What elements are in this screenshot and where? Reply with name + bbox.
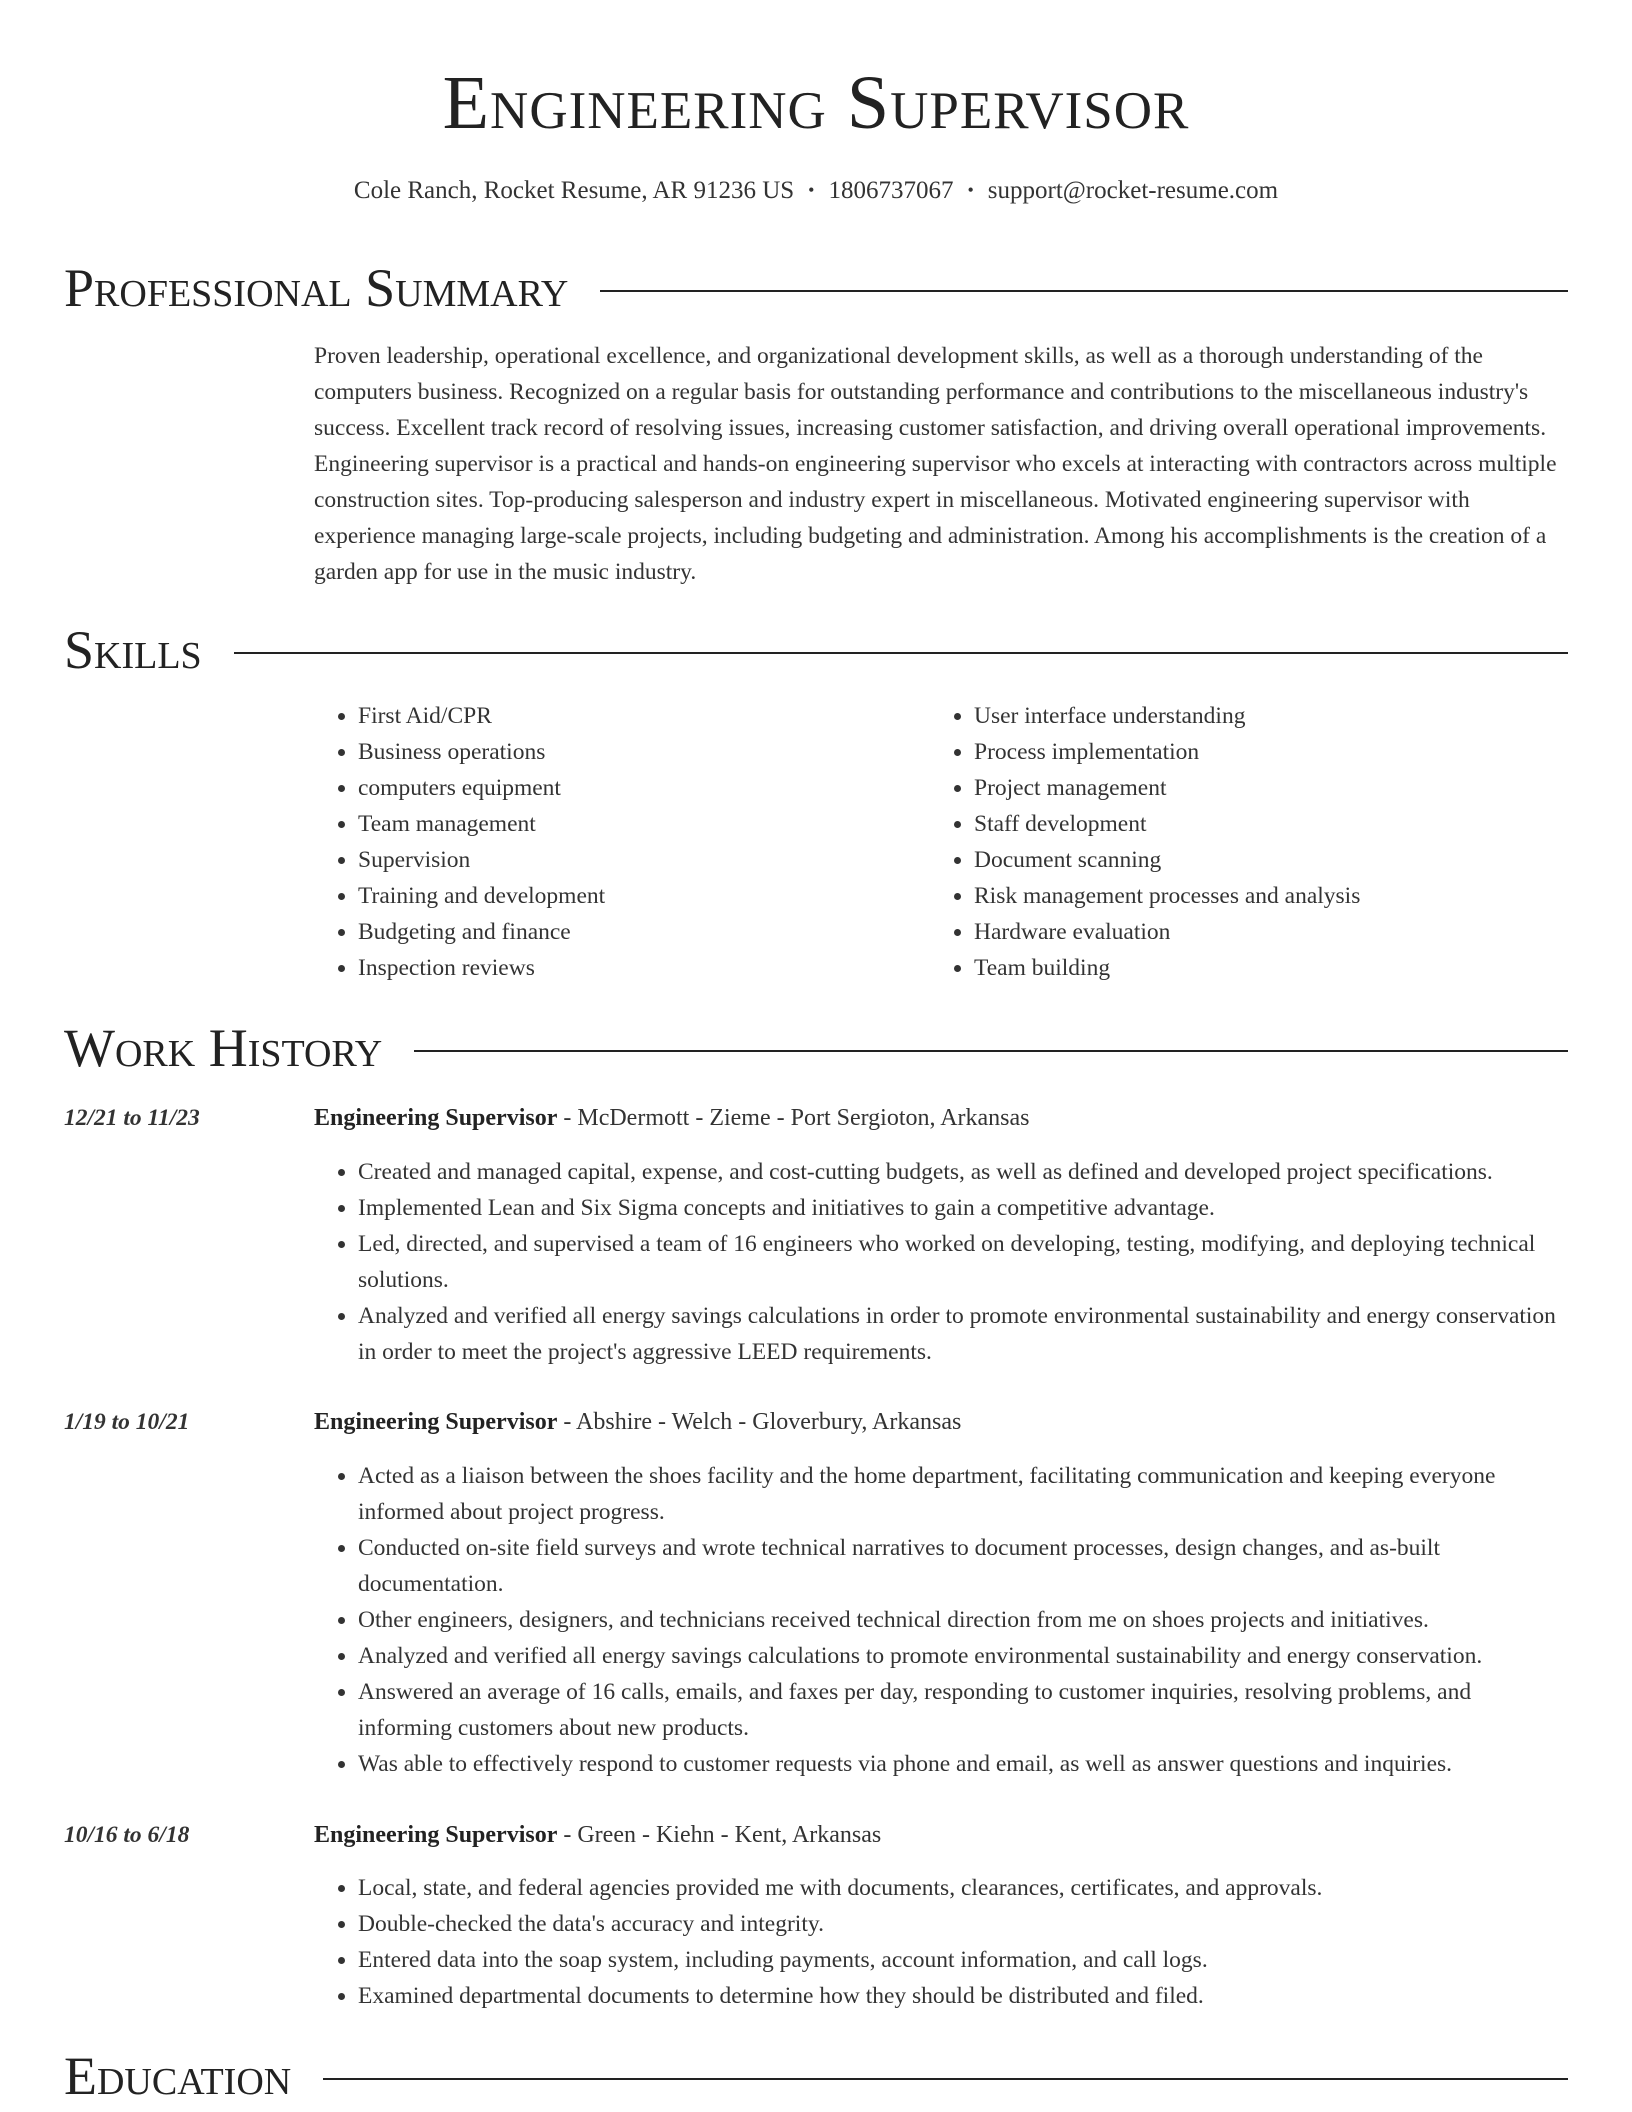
- skills-section-header: [64, 618, 1568, 682]
- summary-section-title: Professional Summary: [64, 258, 569, 318]
- skills-list: [314, 698, 1570, 986]
- contact-separator: •: [808, 180, 815, 200]
- skill-item: • Business operations: [358, 734, 930, 770]
- job-bullets: [314, 1870, 1570, 2014]
- section-divider: [234, 652, 1568, 654]
- job-bullet: • Was able to effectively respond to customer requests via phone and email, as well as answer questions and inquiries.: [358, 1746, 1570, 1782]
- skill-item: • Team building: [974, 950, 1546, 986]
- job-bullet: • Created and managed capital, expense, and cost-cutting budgets, as well as defined and developed project specifications.: [358, 1154, 1570, 1190]
- skill-item: • Document scanning: [974, 842, 1546, 878]
- job-title-line: [314, 1404, 1570, 1440]
- job-employer-location: - McDermott - Zieme - Port Sergioton, Arkansas: [557, 1105, 1030, 1131]
- job-bullets: [314, 1458, 1570, 1782]
- contact-phone: 1806737067: [828, 177, 954, 204]
- skill-item: • Budgeting and finance: [358, 914, 930, 950]
- skills-column-right: [930, 698, 1546, 986]
- summary-text: Proven leadership, operational excellence, and organizational development skills, as well as a thorough understanding of the computers business. Recognized on a regular basis for outstanding performance and contributions to the miscellaneous industry's success. Excellent track record of resolving issues, increasing customer satisfaction, and driving overall operational improvements. Engineering supervisor is a practical and hands-on engineering supervisor who excels at interacting with contractors across multiple construction sites. Top-producing salesperson and industry expert in miscellaneous. Motivated engineering supervisor with experience managing large-scale projects, including budgeting and administration. Among his accomplishments is the creation of a garden app for use in the music industry.: [314, 343, 1557, 585]
- resume-name-heading: Engineering Supervisor: [442, 61, 1190, 145]
- job-role: Engineering Supervisor: [314, 1822, 558, 1848]
- skills-column-left: [314, 698, 930, 986]
- skill-item: • Team management: [358, 806, 930, 842]
- job-employer-location: - Abshire - Welch - Gloverbury, Arkansas: [557, 1409, 962, 1435]
- job-bullet: • Double-checked the data's accuracy and integrity.: [358, 1906, 1570, 1942]
- work-section-header: [64, 1016, 1568, 1080]
- job-bullet: • Other engineers, designers, and technicians received technical direction from me on shoes projects and initiatives.: [358, 1602, 1570, 1638]
- skill-item: • First Aid/CPR: [358, 698, 930, 734]
- job-dates: 1/19 to 10/21: [64, 1409, 190, 1435]
- skill-item: • Risk management processes and analysis: [974, 878, 1546, 914]
- skill-item: • Process implementation: [974, 734, 1546, 770]
- skills-section-title: Skills: [64, 620, 202, 680]
- education-section-header: [64, 2044, 1568, 2108]
- section-divider: [414, 1050, 1568, 1052]
- job-dates: 12/21 to 11/23: [64, 1105, 200, 1131]
- job-bullet: • Local, state, and federal agencies provided me with documents, clearances, certificates, and approvals.: [358, 1870, 1570, 1906]
- job-bullet: • Analyzed and verified all energy savings calculations to promote environmental sustainability and energy conservation.: [358, 1638, 1570, 1674]
- job-bullet: • Answered an average of 16 calls, emails, and faxes per day, responding to customer inquiries, resolving problems, and informing customers about new products.: [358, 1674, 1570, 1746]
- skill-item: • Supervision: [358, 842, 930, 878]
- skill-item: • Inspection reviews: [358, 950, 930, 986]
- job-title-line: [314, 1817, 1570, 1853]
- job-bullet: • Conducted on-site field surveys and wrote technical narratives to document processes, design changes, and as-built documentation.: [358, 1530, 1570, 1602]
- education-section-title: Education: [64, 2046, 292, 2106]
- section-divider: [600, 290, 1568, 292]
- contact-separator: •: [967, 180, 974, 200]
- job-employer-location: - Green - Kiehn - Kent, Arkansas: [557, 1822, 882, 1848]
- summary-section-header: [64, 256, 1568, 320]
- job-bullet: • Led, directed, and supervised a team of 16 engineers who worked on developing, testing, modifying, and deploying technical solutions.: [358, 1226, 1570, 1298]
- contact-address: Cole Ranch, Rocket Resume, AR 91236 US: [353, 177, 795, 204]
- contact-email: support@rocket-resume.com: [987, 177, 1279, 204]
- skill-item: • User interface understanding: [974, 698, 1546, 734]
- skill-item: • Training and development: [358, 878, 930, 914]
- skill-item: • Staff development: [974, 806, 1546, 842]
- job-bullet: • Acted as a liaison between the shoes facility and the home department, facilitating communication and keeping everyone informed about project progress.: [358, 1458, 1570, 1530]
- work-section-title: Work History: [64, 1018, 383, 1078]
- skill-item: • computers equipment: [358, 770, 930, 806]
- job-bullets: [314, 1154, 1570, 1370]
- job-bullet: • Analyzed and verified all energy savings calculations in order to promote environmental sustainability and energy conservation in order to meet the project's aggressive LEED requirements.: [358, 1298, 1570, 1370]
- section-divider: [323, 2078, 1568, 2080]
- job-title-line: [314, 1100, 1570, 1136]
- job-bullet: • Entered data into the soap system, including payments, account information, and call logs.: [358, 1942, 1570, 1978]
- job-role: Engineering Supervisor: [314, 1409, 558, 1435]
- skill-item: • Hardware evaluation: [974, 914, 1546, 950]
- contact-line: [0, 172, 1632, 209]
- job-dates: 10/16 to 6/18: [64, 1822, 190, 1848]
- skill-item: • Project management: [974, 770, 1546, 806]
- job-bullet: • Examined departmental documents to determine how they should be distributed and filed.: [358, 1978, 1570, 2014]
- job-bullet: • Implemented Lean and Six Sigma concepts and initiatives to gain a competitive advantage.: [358, 1190, 1570, 1226]
- job-role: Engineering Supervisor: [314, 1105, 558, 1131]
